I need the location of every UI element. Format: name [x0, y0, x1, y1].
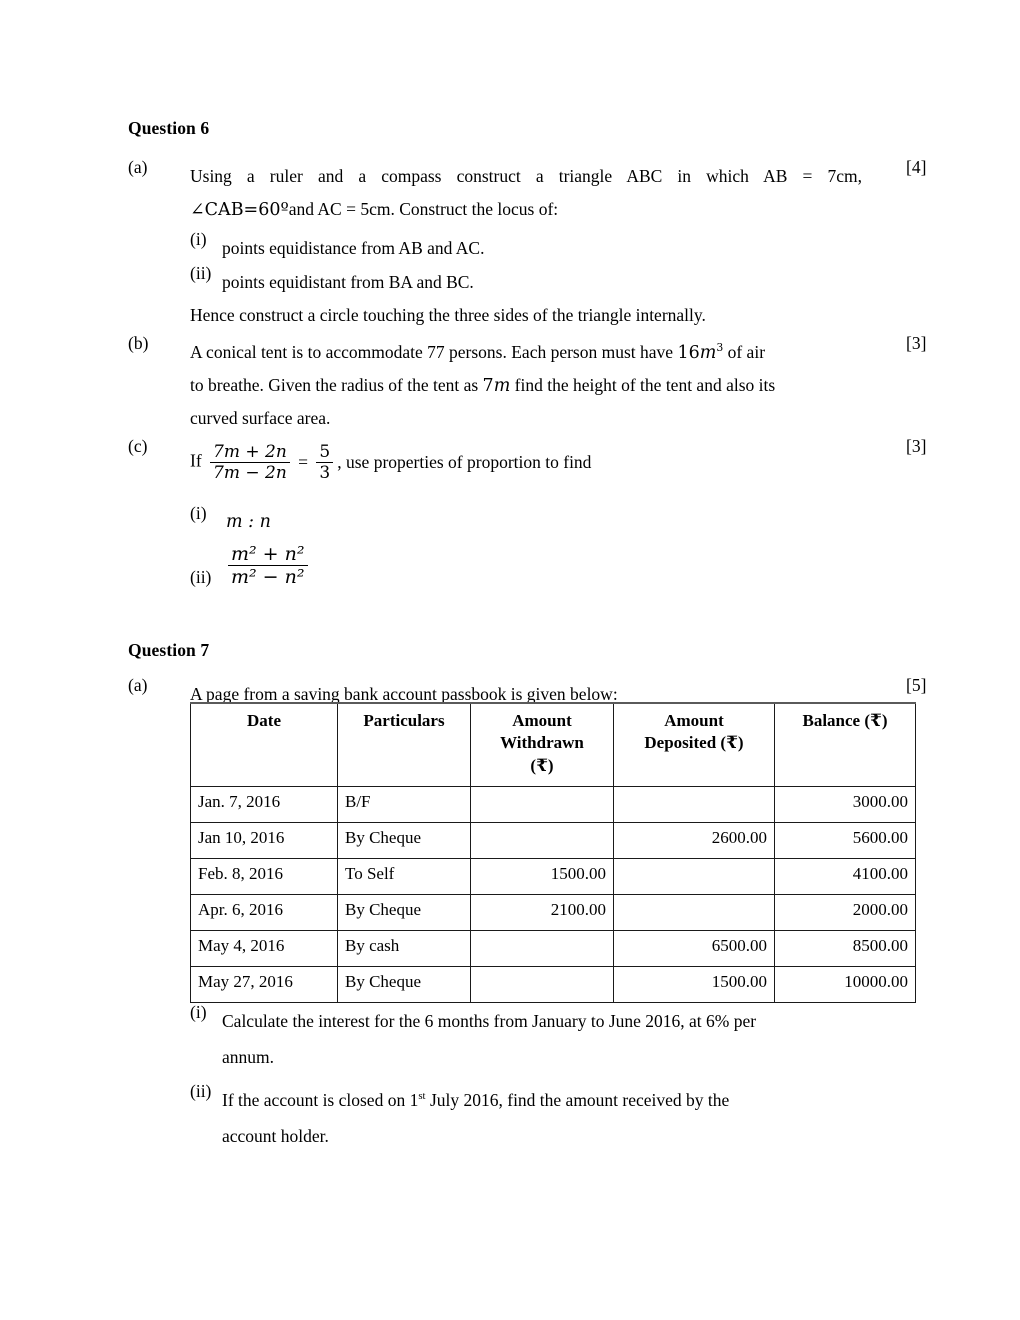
fraction-denominator: 3 [316, 462, 333, 483]
column-header-date-line-1: Date [247, 711, 281, 730]
part-7a-sub-i-line-2: annum. [222, 1047, 275, 1067]
fraction-denominator: m² − n² [228, 565, 308, 588]
part-7a-intro: A page from a saving bank account passbook is given below: [190, 684, 618, 704]
part-6a-line-1: Using a ruler and a compass construct a triangle ABC in which AB = 7cm, [190, 166, 862, 186]
column-header-deposited-line-2: Deposited (₹) [644, 733, 744, 753]
part-6c-sub-ii-marker: (ii) [190, 567, 212, 587]
part-6b-marker: (b) [128, 333, 149, 353]
column-header-balance-line-1: Balance (₹) [802, 711, 888, 730]
cell-particulars: By Cheque [338, 967, 471, 1003]
part-6c-proportion-equation [190, 442, 591, 483]
cell-deposited [614, 895, 775, 931]
cell-withdrawn: 2100.00 [471, 895, 614, 931]
cell-date: Jan. 7, 2016 [191, 787, 338, 823]
fraction-m2-plus-n2-over-m2-minus-n2 [228, 543, 308, 589]
table-header-row [191, 703, 916, 787]
part-6a-marks: [4] [906, 157, 927, 177]
cell-balance: 3000.00 [775, 787, 916, 823]
tent-air-volume-number: 16 [677, 343, 700, 363]
part-7a-sub-ii-text-a: If the account is closed on 1 [222, 1090, 419, 1110]
cell-deposited: 2600.00 [614, 823, 775, 859]
table-row [191, 967, 916, 1003]
cell-balance: 2000.00 [775, 895, 916, 931]
fraction-numerator: 7m + 2n [213, 442, 287, 462]
question-6-heading: Question 6 [128, 118, 210, 138]
tent-air-volume-unit: m [699, 343, 717, 363]
tent-radius-number: 7 [482, 376, 494, 396]
cell-withdrawn [471, 787, 614, 823]
part-6c-lead: If [190, 450, 202, 471]
part-6c-sub-i-marker: (i) [190, 503, 207, 523]
part-7a-sub-ii-marker: (ii) [190, 1081, 212, 1101]
part-6b-text-3: to breathe. Given the radius of the tent as [190, 375, 483, 395]
part-6c-tail: , use properties of proportion to find [337, 452, 592, 473]
cell-particulars: By cash [338, 931, 471, 967]
cell-particulars: By Cheque [338, 895, 471, 931]
column-header-deposited-line-1: Amount [664, 711, 724, 730]
column-header-withdrawn-line-1: Amount [512, 711, 572, 730]
part-7a-marks: [5] [906, 675, 927, 695]
table-row [191, 859, 916, 895]
table-row [191, 931, 916, 967]
part-6b-text-4: find the height of the tent and also its [510, 375, 776, 395]
fraction-denominator: 7m − 2n [210, 462, 290, 483]
cell-balance: 8500.00 [775, 931, 916, 967]
part-6a-sub-ii-marker: (ii) [190, 263, 212, 283]
cell-deposited [614, 859, 775, 895]
cell-deposited [614, 787, 775, 823]
tent-radius-unit: m [493, 376, 511, 396]
passbook-table [190, 702, 916, 1003]
column-header-date [191, 703, 338, 787]
column-header-amount-withdrawn [471, 703, 614, 787]
part-7a-sub-ii-text-b: July 2016, find the amount received by the [425, 1090, 730, 1110]
part-7a-sub-ii-line-2: account holder. [222, 1126, 329, 1146]
part-7a-sub-i-line-1: Calculate the interest for the 6 months from January to June 2016, at 6% per [222, 1011, 757, 1031]
part-6b-line-3: curved surface area. [190, 408, 331, 428]
part-7a-sub-ii-line-1 [222, 1081, 850, 1120]
fraction-5-over-3 [316, 442, 333, 483]
cell-withdrawn [471, 967, 614, 1003]
part-6b-marks: [3] [906, 333, 927, 353]
fraction-7m-plus-2n-over-7m-minus-2n [210, 442, 290, 483]
tent-air-volume-exponent: 3 [716, 341, 724, 355]
cell-withdrawn [471, 823, 614, 859]
column-header-withdrawn-line-2: Withdrawn [500, 733, 584, 753]
cell-withdrawn: 1500.00 [471, 859, 614, 895]
equals-sign: = [298, 452, 309, 473]
part-6b-text-2: of air [723, 342, 766, 362]
column-header-withdrawn-line-3: (₹) [530, 755, 554, 775]
part-7a-sub-i-marker: (i) [190, 1002, 207, 1022]
column-header-balance [775, 703, 916, 787]
cell-date: May 4, 2016 [191, 931, 338, 967]
passbook-table-head [191, 703, 916, 787]
part-6c-marker: (c) [128, 436, 148, 456]
part-7a-marker: (a) [128, 675, 148, 695]
cell-withdrawn [471, 931, 614, 967]
table-row [191, 823, 916, 859]
part-6c-sub-i-expression: m : n [226, 512, 271, 532]
cell-balance: 5600.00 [775, 823, 916, 859]
cell-balance: 10000.00 [775, 967, 916, 1003]
part-6a-line-2 [190, 190, 890, 230]
column-header-amount-deposited [614, 703, 775, 787]
cell-particulars: To Self [338, 859, 471, 895]
part-6a-sub-ii-text: points equidistant from BA and BC. [222, 272, 474, 292]
part-6b-text-1: A conical tent is to accommodate 77 persons. Each person must have [190, 342, 678, 362]
part-6c-marks: [3] [906, 436, 927, 456]
cell-date: Apr. 6, 2016 [191, 895, 338, 931]
column-header-particulars [338, 703, 471, 787]
cell-date: Feb. 8, 2016 [191, 859, 338, 895]
cell-date: May 27, 2016 [191, 967, 338, 1003]
passbook-table-body [191, 787, 916, 1003]
cell-particulars: By Cheque [338, 823, 471, 859]
ordinal-suffix-st: st [418, 1090, 426, 1103]
table-row [191, 787, 916, 823]
question-7-heading: Question 7 [128, 640, 210, 660]
fraction-numerator: m² + n² [231, 543, 305, 565]
table-row [191, 895, 916, 931]
column-header-particulars-line-1: Particulars [363, 711, 445, 730]
part-6a-line-3: Hence construct a circle touching the three sides of the triangle internally. [190, 305, 706, 325]
fraction-numerator: 5 [319, 442, 331, 462]
angle-cab-expression: ∠CAB=60º [190, 200, 289, 220]
part-6a-line-2-rest: and AC = 5cm. Construct the locus of: [288, 199, 559, 219]
part-6a-sub-i-marker: (i) [190, 229, 207, 249]
part-6a-marker: (a) [128, 157, 148, 177]
part-6c-sub-ii-fraction-wrap [224, 543, 312, 589]
cell-deposited: 6500.00 [614, 931, 775, 967]
cell-balance: 4100.00 [775, 859, 916, 895]
cell-date: Jan 10, 2016 [191, 823, 338, 859]
cell-particulars: B/F [338, 787, 471, 823]
part-6a-sub-i-text: points equidistance from AB and AC. [222, 238, 485, 258]
cell-deposited: 1500.00 [614, 967, 775, 1003]
